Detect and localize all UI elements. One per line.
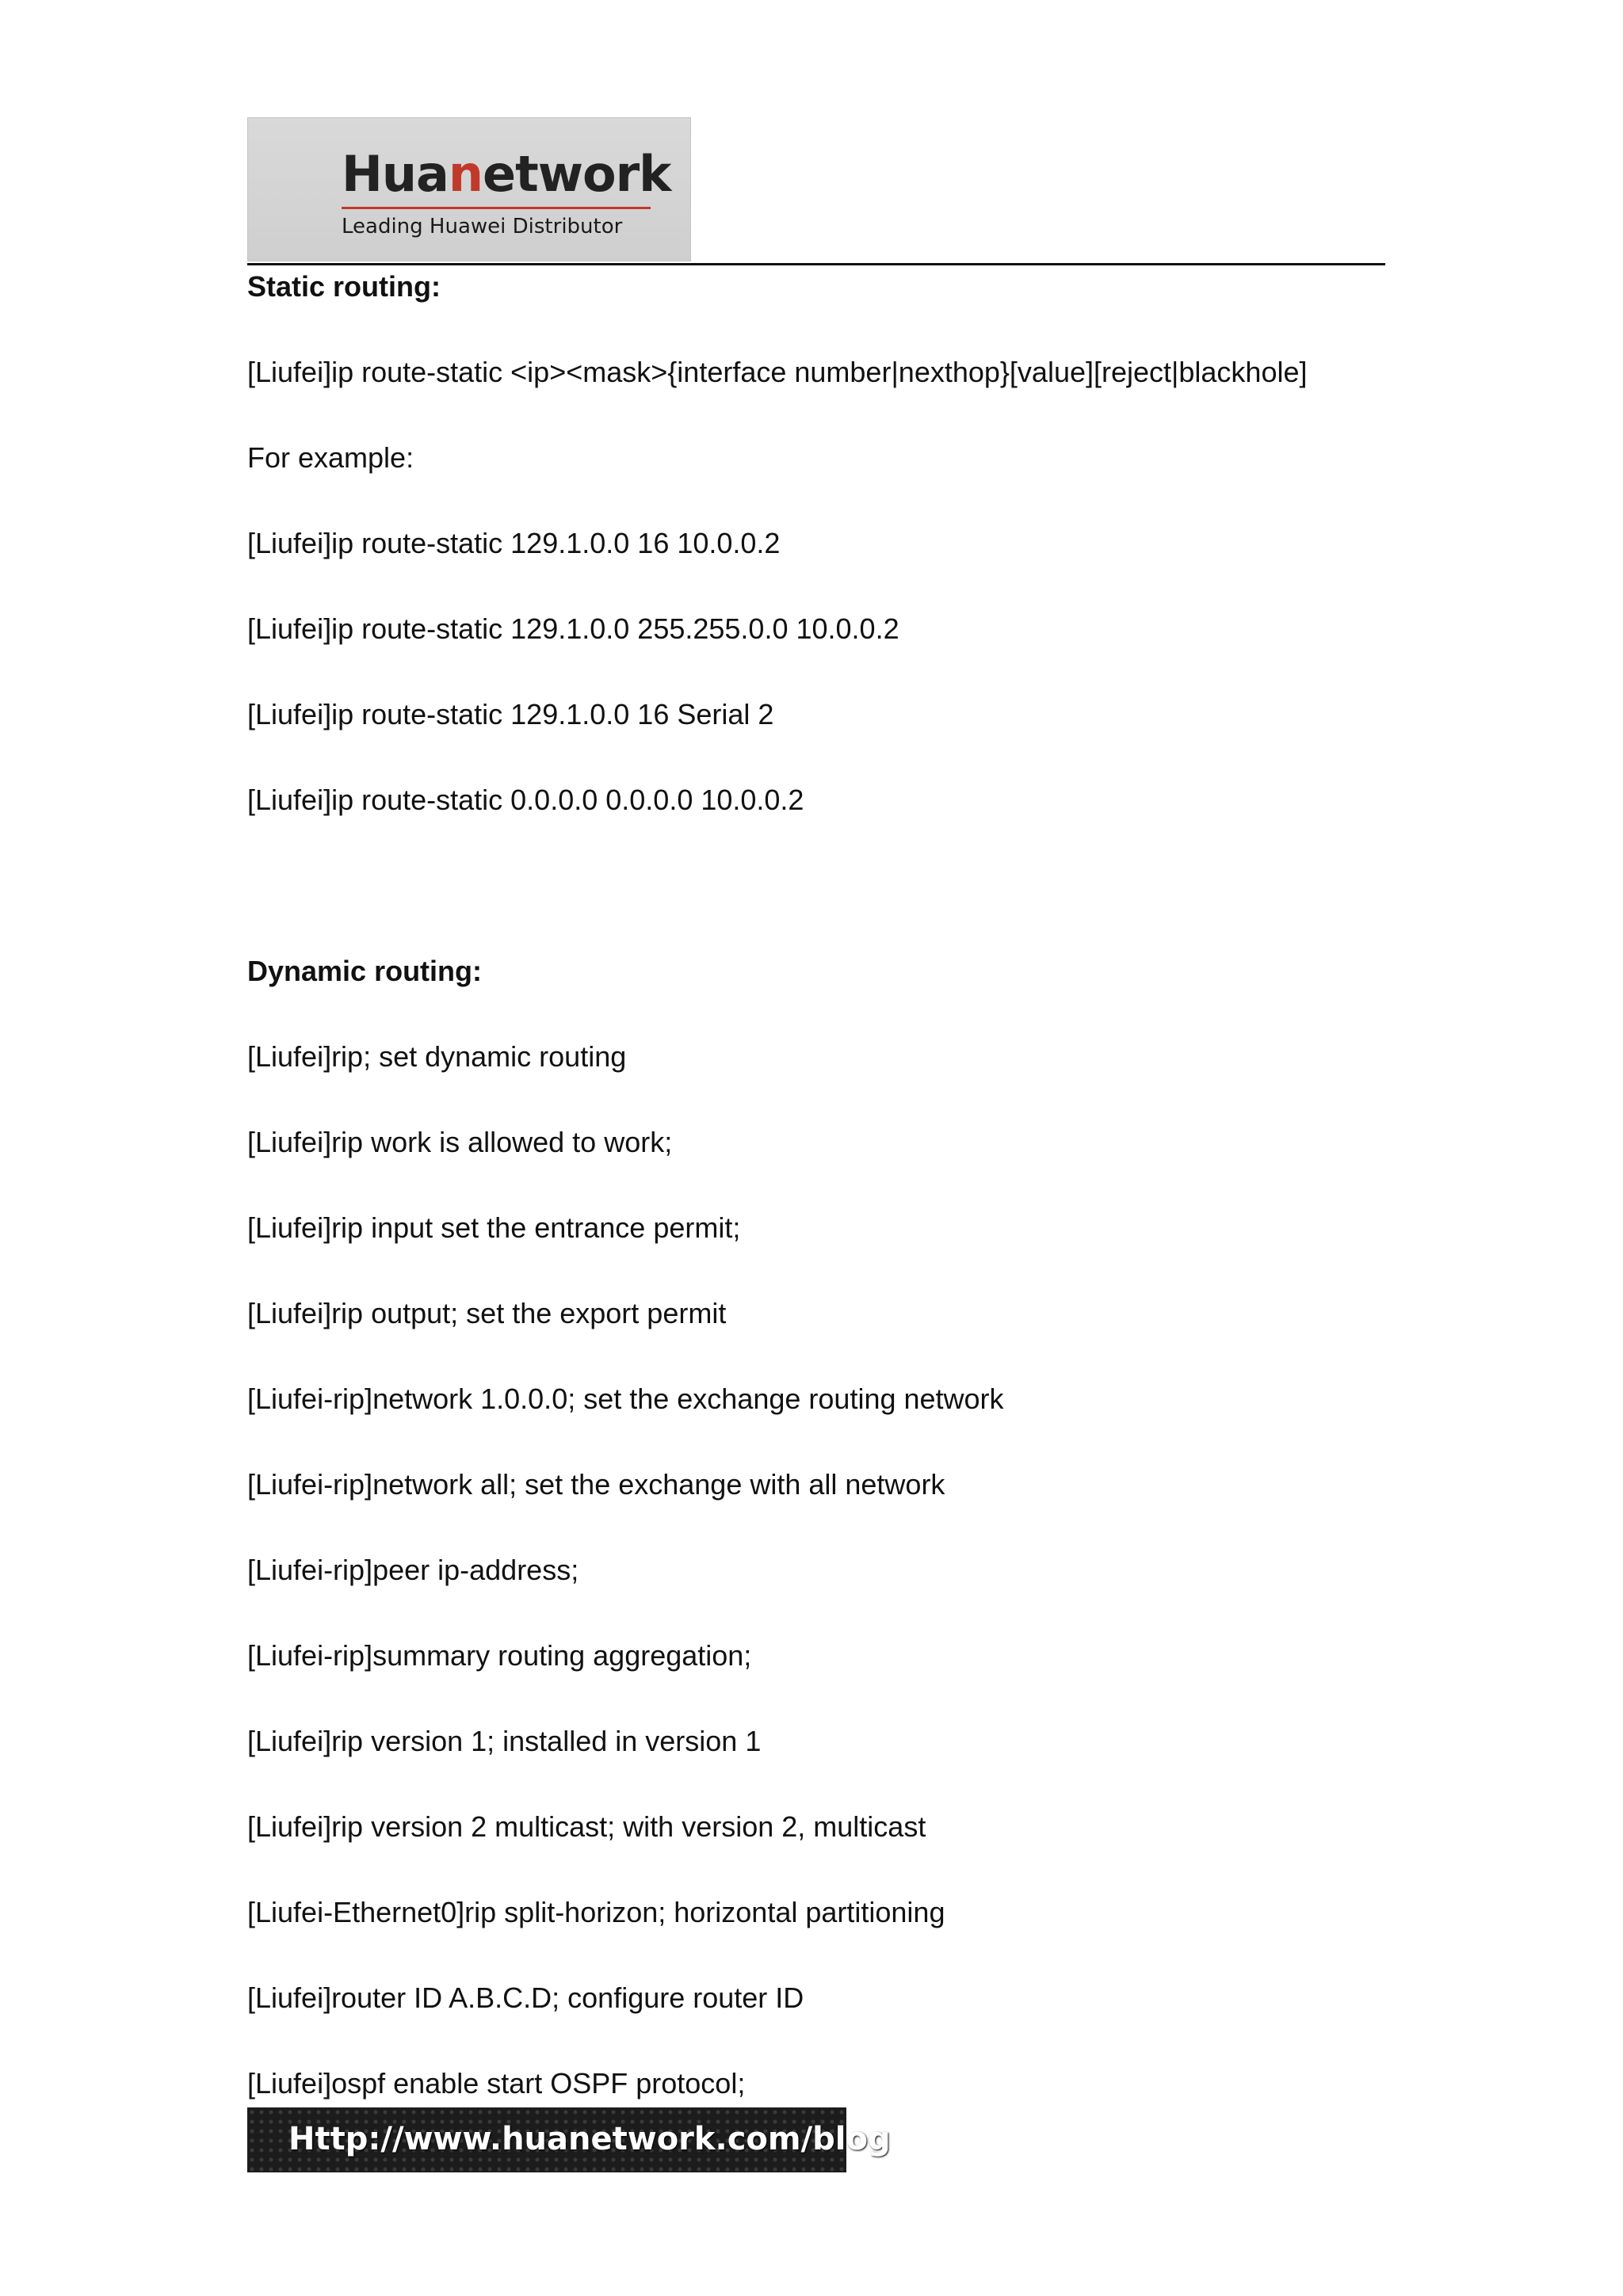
section-heading-dynamic-routing: Dynamic routing: <box>247 955 483 987</box>
logo-wordmark <box>342 145 671 203</box>
dynamic-routing-line: [Liufei-rip]peer ip-address; <box>247 1554 579 1586</box>
logo-wordmark-accent: n <box>448 145 483 203</box>
dynamic-routing-line: [Liufei]rip version 2 multicast; with version 2, multicast <box>247 1810 926 1843</box>
static-routing-example-label: For example: <box>247 441 414 474</box>
dynamic-routing-line: [Liufei]rip work is allowed to work; <box>247 1126 673 1158</box>
header-divider <box>247 263 1385 265</box>
dynamic-routing-line: [Liufei]rip version 1; installed in version 1 <box>247 1725 762 1757</box>
dynamic-routing-line: [Liufei]rip input set the entrance permit; <box>247 1211 741 1244</box>
static-routing-example-3: [Liufei]ip route-static 129.1.0.0 16 Serial 2 <box>247 698 774 730</box>
logo-wordmark-suffix: etwork <box>483 145 671 203</box>
dynamic-routing-line: [Liufei-rip]network 1.0.0.0; set the exchange routing network <box>247 1383 1004 1415</box>
static-routing-syntax: [Liufei]ip route-static <ip><mask>{interface number|nexthop}[value][reject|blackhole] <box>247 356 1308 388</box>
dynamic-routing-line: [Liufei-rip]summary routing aggregation; <box>247 1639 752 1672</box>
static-routing-example-1: [Liufei]ip route-static 129.1.0.0 16 10.0.0.2 <box>247 527 781 559</box>
footer-url-text: Http://www.huanetwork.com/blog <box>288 2121 891 2157</box>
dynamic-routing-line: [Liufei-Ethernet0]rip split-horizon; horizontal partitioning <box>247 1896 945 1928</box>
footer-url-banner <box>247 2107 891 2172</box>
dynamic-routing-line: [Liufei]rip; set dynamic routing <box>247 1040 627 1073</box>
static-routing-example-2: [Liufei]ip route-static 129.1.0.0 255.255.0.0 10.0.0.2 <box>247 612 899 645</box>
logo-tagline: Leading Huawei Distributor <box>342 215 623 238</box>
static-routing-example-4: [Liufei]ip route-static 0.0.0.0 0.0.0.0 10.0.0.2 <box>247 784 804 816</box>
logo-underline <box>342 207 651 209</box>
logo-wordmark-prefix: Hua <box>342 145 449 203</box>
dynamic-routing-line: [Liufei]rip output; set the export permit <box>247 1297 727 1329</box>
dynamic-routing-line: [Liufei]router ID A.B.C.D; configure router ID <box>247 1981 804 2014</box>
dynamic-routing-line: [Liufei]ospf enable start OSPF protocol; <box>247 2067 746 2100</box>
huanetwork-logo <box>247 117 691 261</box>
dynamic-routing-line: [Liufei-rip]network all; set the exchange with all network <box>247 1468 945 1501</box>
section-heading-static-routing: Static routing: <box>247 270 441 303</box>
